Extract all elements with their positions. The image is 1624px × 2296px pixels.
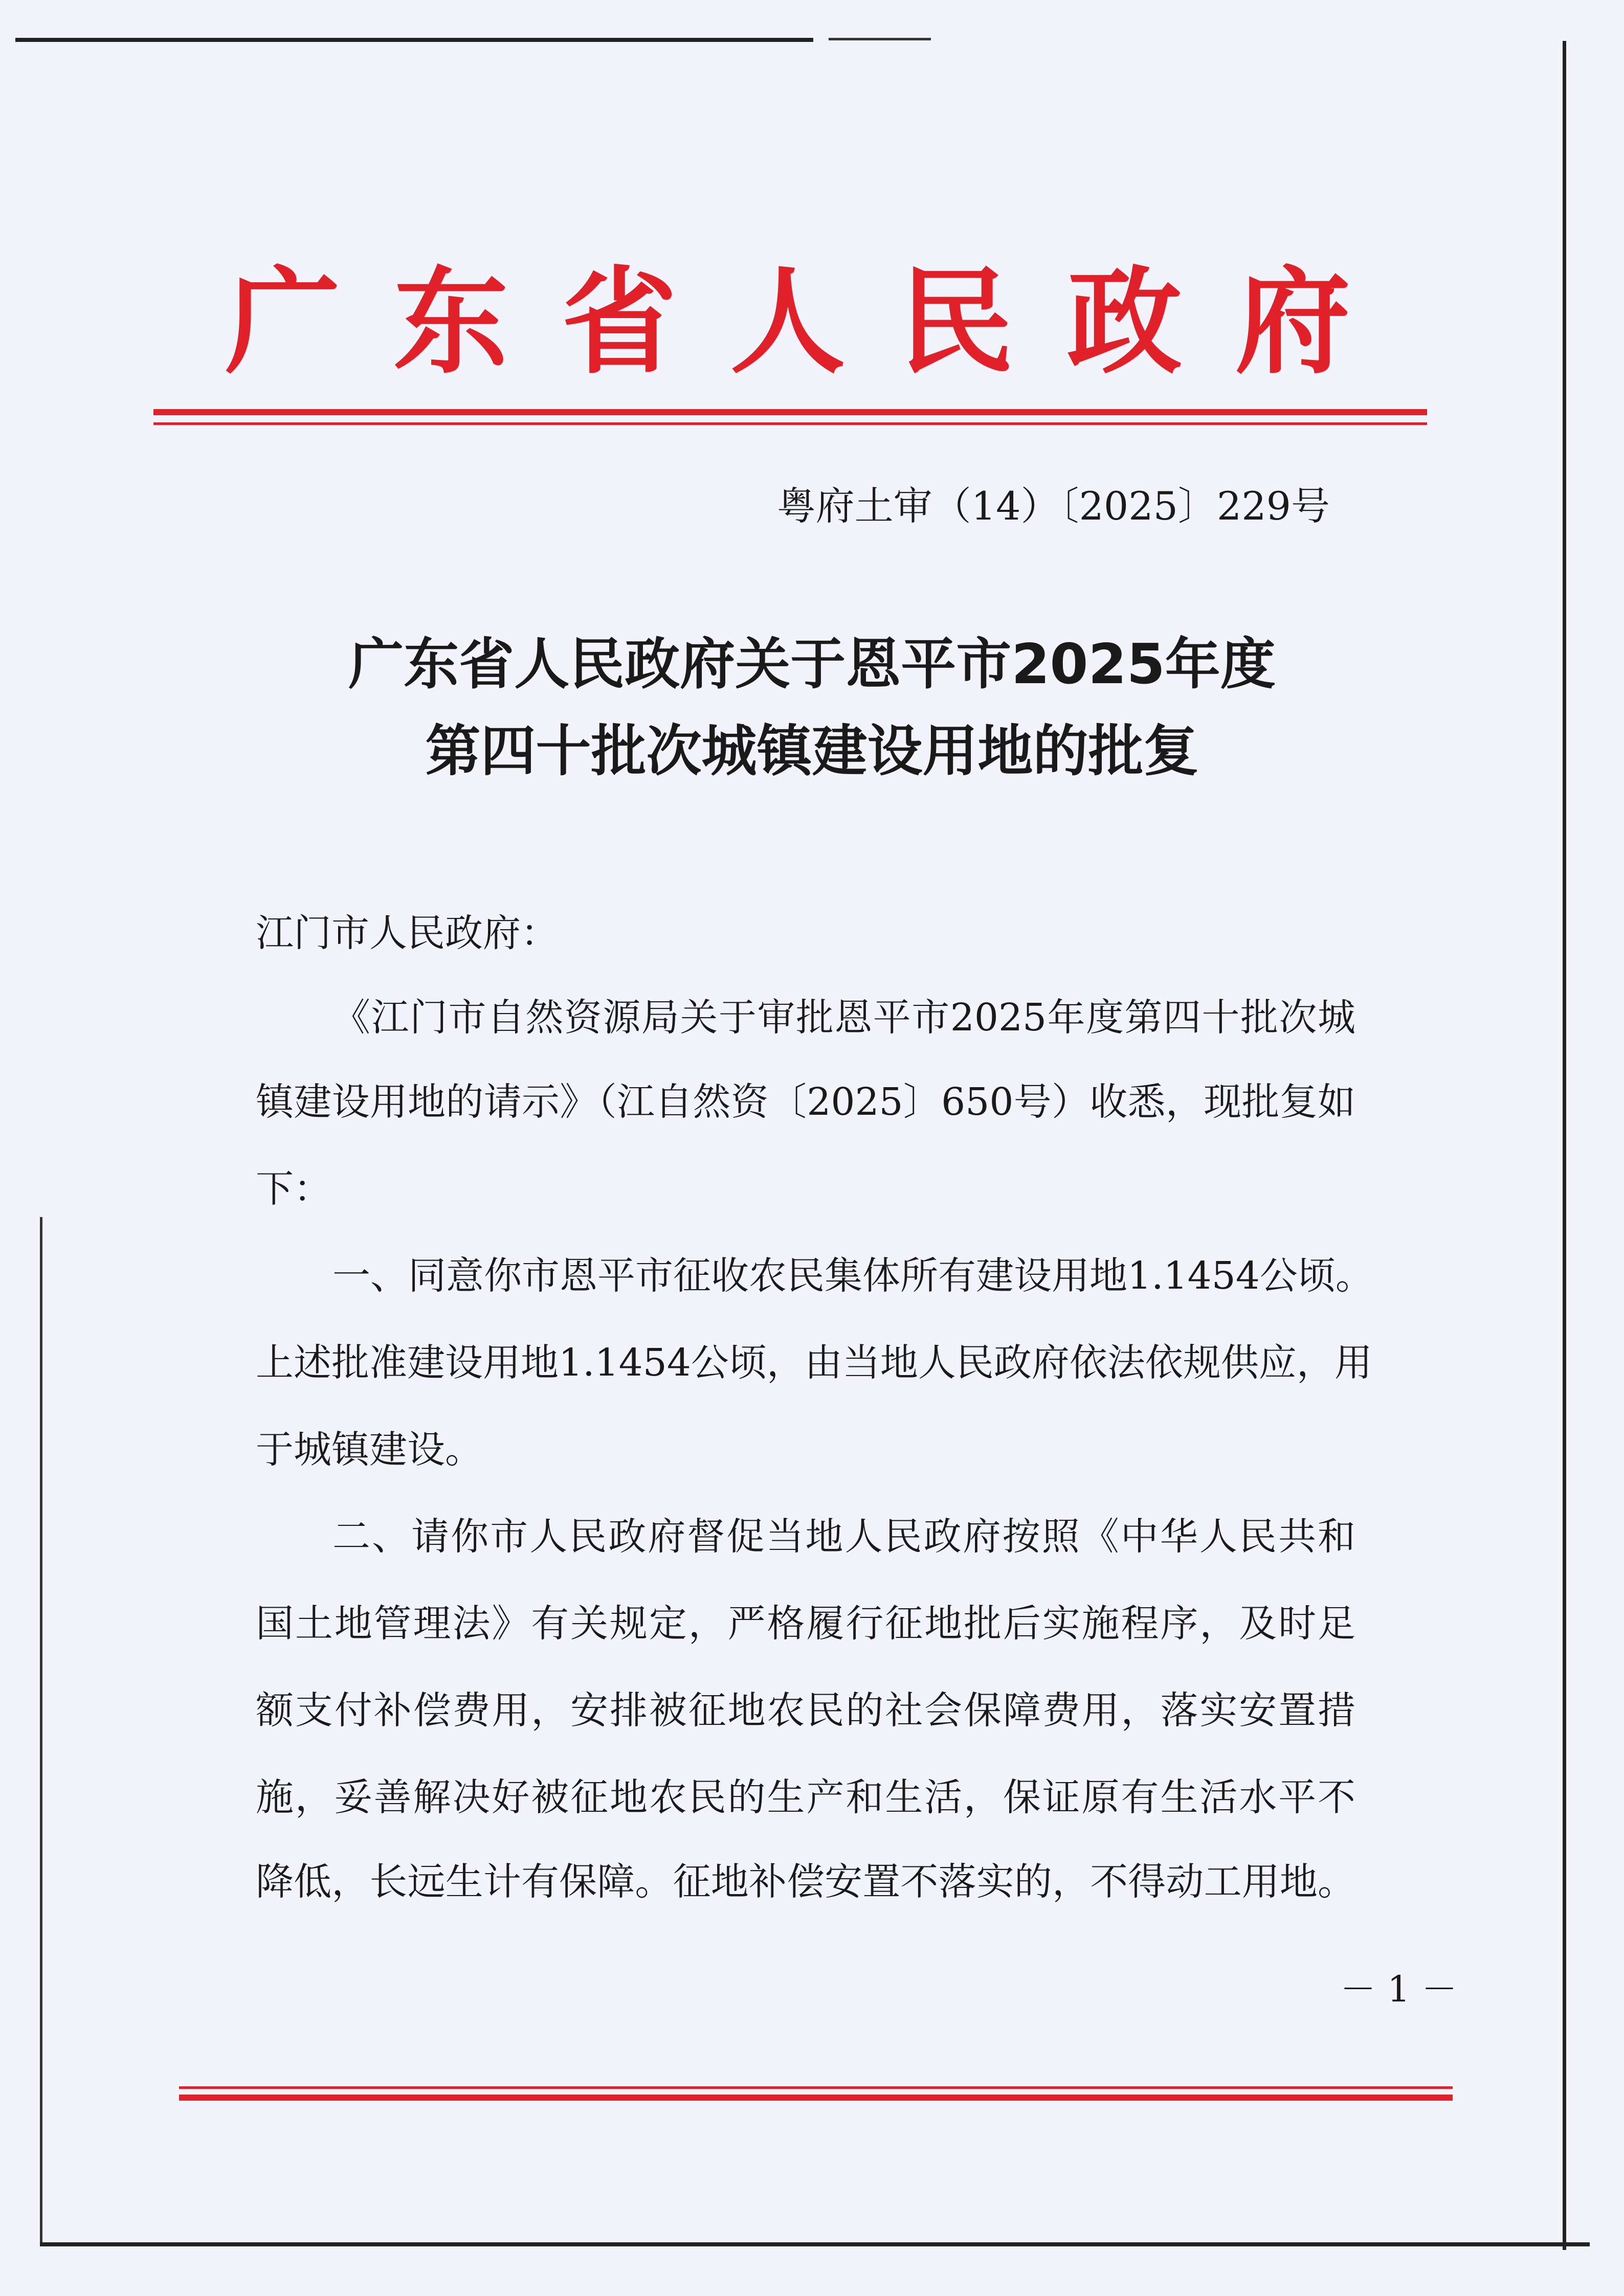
scan-border-right (1563, 41, 1566, 2250)
red-divider-bottom-thin (179, 2086, 1453, 2089)
body-line: 下： (256, 1167, 331, 1211)
scan-border-top-segment (829, 38, 931, 40)
scan-border-bottom (40, 2242, 1590, 2246)
body-line: 降低，长远生计有保障。征地补偿安置不落实的，不得动工用地。 (256, 1860, 1355, 1904)
body-line: 镇建设用地的请示》（江自然资〔2025〕650号）收悉，现批复如 (256, 1080, 1355, 1124)
issuer-header (225, 245, 1350, 399)
red-divider-bottom-thick (179, 2095, 1453, 2101)
body-line: 一、同意你市恩平市征收农民集体所有建设用地1.1454公顷。 (332, 1254, 1373, 1298)
issuer-char: 省 (562, 255, 677, 390)
scan-border-left (40, 1217, 42, 2245)
body-line: 二、请你市人民政府督促当地人民政府按照《中华人民共和 (332, 1515, 1355, 1559)
document-number: 粤府土审（14）〔2025〕229号 (776, 483, 1330, 529)
issuer-char: 民 (898, 255, 1014, 390)
body-line: 额支付补偿费用，安排被征地农民的社会保障费用，落实安置措 (256, 1689, 1355, 1732)
red-divider-top-thick (153, 409, 1427, 415)
document-title-line-2: 第四十批次城镇建设用地的批复 (425, 719, 1199, 783)
issuer-char: 府 (1235, 255, 1350, 390)
body-line: 国土地管理法》有关规定，严格履行征地批后实施程序，及时足 (256, 1602, 1355, 1646)
body-line: 《江门市自然资源局关于审批恩平市2025年度第四十批次城 (332, 996, 1355, 1040)
issuer-char: 政 (1066, 255, 1182, 390)
body-line: 于城镇建设。 (256, 1428, 483, 1472)
addressee: 江门市人民政府： (256, 911, 559, 955)
body-line: 上述批准建设用地1.1454公顷，由当地人民政府依法依规供应，用 (256, 1341, 1372, 1385)
issuer-char: 东 (393, 255, 509, 390)
page-number: － 1 － (1340, 1968, 1458, 2010)
body-line: 施，妥善解决好被征地农民的生产和生活，保证原有生活水平不 (256, 1775, 1355, 1819)
red-divider-top-thin (153, 422, 1427, 425)
scan-border-top (15, 38, 813, 42)
issuer-char: 人 (730, 255, 846, 390)
issuer-char: 广 (225, 255, 340, 390)
document-title-line-1: 广东省人民政府关于恩平市2025年度 (348, 633, 1276, 696)
